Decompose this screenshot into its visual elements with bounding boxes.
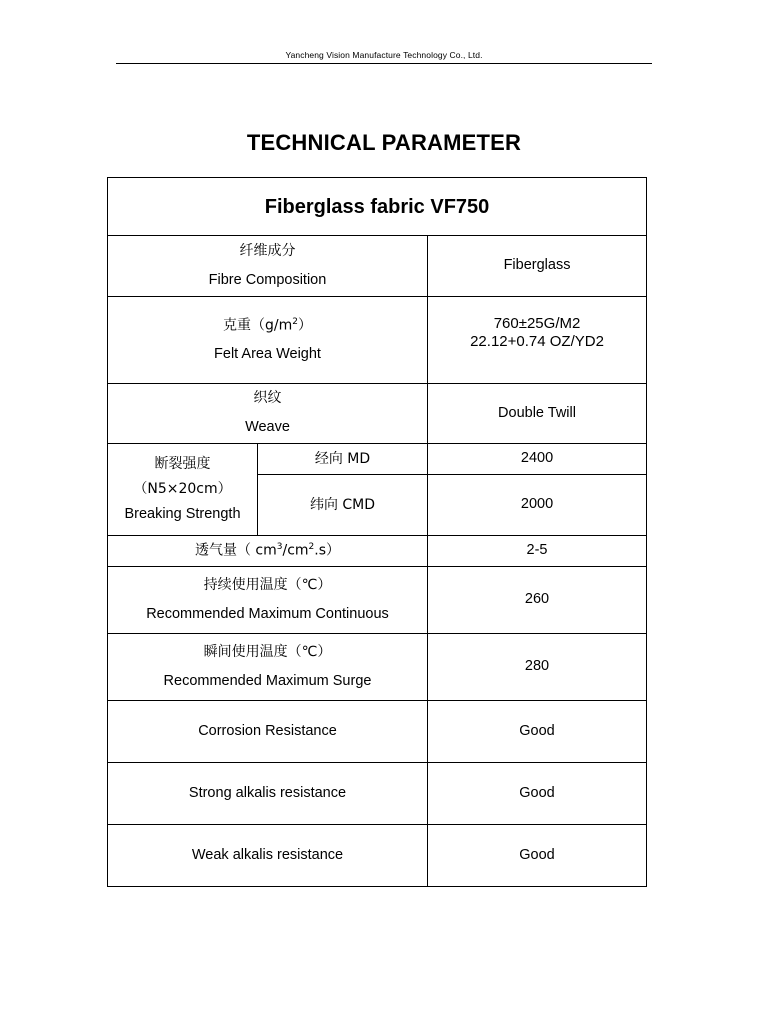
product-name-cell xyxy=(108,178,647,236)
table-row-air-permeability xyxy=(108,536,647,567)
corrosion-value: Good xyxy=(519,722,555,739)
weight-label-en: Felt Area Weight xyxy=(214,346,321,363)
weight-value-cell xyxy=(428,297,647,384)
weave-value-cell xyxy=(428,384,647,444)
surge-label-zh: 瞬间使用温度（℃） xyxy=(203,643,332,660)
weave-value: Double Twill xyxy=(498,404,576,421)
fibre-label-cell xyxy=(108,236,428,297)
continuous-label-en: Recommended Maximum Continuous xyxy=(146,605,389,622)
air-label-part-c: .s） xyxy=(314,542,341,559)
corrosion-label-cell xyxy=(108,701,428,763)
parameter-table xyxy=(107,177,647,887)
breaking-label-zh: 断裂强度 xyxy=(154,456,211,472)
surge-value: 280 xyxy=(524,658,550,675)
breaking-label-unit: （N5×20cm） xyxy=(133,480,232,497)
weak-alkalis-value-cell xyxy=(428,825,647,887)
weight-label-zh-prefix: 克重（g/m xyxy=(223,317,293,334)
weight-label-zh xyxy=(108,317,427,334)
table-row-breaking-md xyxy=(108,444,647,475)
weak-alkalis-label: Weak alkalis resistance xyxy=(191,846,344,863)
fibre-label-zh: 纤维成分 xyxy=(239,242,296,259)
fibre-value-cell xyxy=(428,236,647,297)
air-value-cell xyxy=(428,536,647,567)
air-label-superscript-a: 3 xyxy=(276,542,283,553)
header-company-name: Yancheng Vision Manufacture Technology Co., Ltd. xyxy=(285,50,483,60)
weight-value-imperial: 22.12+0.74 OZ/YD2 xyxy=(470,333,604,350)
air-value: 2-5 xyxy=(526,542,548,559)
breaking-md-value-cell xyxy=(428,444,647,475)
page-title: TECHNICAL PARAMETER xyxy=(246,130,522,155)
air-label-cell xyxy=(108,536,428,567)
continuous-label-cell xyxy=(108,567,428,634)
breaking-md-label-cell xyxy=(258,444,428,475)
table-row-strong-alkalis xyxy=(108,763,647,825)
weak-alkalis-value: Good xyxy=(519,846,555,863)
table-row-weave xyxy=(108,384,647,444)
weave-label-en: Weave xyxy=(245,419,290,436)
breaking-cmd-value-cell xyxy=(428,475,647,536)
breaking-cmd-value: 2000 xyxy=(520,496,554,513)
table-row-fibre xyxy=(108,236,647,297)
weight-value-metric: 760±25G/M2 xyxy=(493,315,581,332)
strong-alkalis-value-cell xyxy=(428,763,647,825)
air-label-part-b: /cm xyxy=(282,542,309,559)
weak-alkalis-label-cell xyxy=(108,825,428,887)
table-row-corrosion xyxy=(108,701,647,763)
weave-label-cell xyxy=(108,384,428,444)
strong-alkalis-label-cell xyxy=(108,763,428,825)
weight-label-cell xyxy=(108,297,428,384)
fibre-label-en: Fibre Composition xyxy=(208,271,327,288)
weight-label-superscript: 2 xyxy=(292,316,298,327)
weight-label-zh-suffix: ） xyxy=(297,317,312,334)
breaking-label-en: Breaking Strength xyxy=(124,505,241,522)
continuous-label-zh: 持续使用温度（℃） xyxy=(203,576,332,593)
breaking-md-value: 2400 xyxy=(520,450,554,467)
table-row-surge-temp xyxy=(108,634,647,701)
corrosion-label: Corrosion Resistance xyxy=(198,722,337,739)
table-row-weight xyxy=(108,297,647,384)
product-name: Fiberglass fabric VF750 xyxy=(264,195,490,218)
air-label-part-a: 透气量（ cm xyxy=(194,542,277,559)
breaking-label-cell xyxy=(108,444,258,536)
corrosion-value-cell xyxy=(428,701,647,763)
air-label-superscript-b: 2 xyxy=(308,542,315,553)
table-row-product xyxy=(108,178,647,236)
strong-alkalis-label: Strong alkalis resistance xyxy=(188,784,347,801)
surge-value-cell xyxy=(428,634,647,701)
breaking-cmd-label: 纬向 CMD xyxy=(309,496,376,513)
weave-label-zh: 织纹 xyxy=(253,390,282,407)
surge-label-en: Recommended Maximum Surge xyxy=(163,672,372,689)
breaking-cmd-label-cell xyxy=(258,475,428,536)
continuous-value: 260 xyxy=(524,591,550,608)
table-row-weak-alkalis xyxy=(108,825,647,887)
fibre-value: Fiberglass xyxy=(503,257,571,274)
table-row-continuous-temp xyxy=(108,567,647,634)
surge-label-cell xyxy=(108,634,428,701)
breaking-md-label: 经向 MD xyxy=(314,450,371,467)
air-label xyxy=(108,542,427,559)
header-divider xyxy=(116,63,652,64)
continuous-value-cell xyxy=(428,567,647,634)
strong-alkalis-value: Good xyxy=(519,784,555,801)
